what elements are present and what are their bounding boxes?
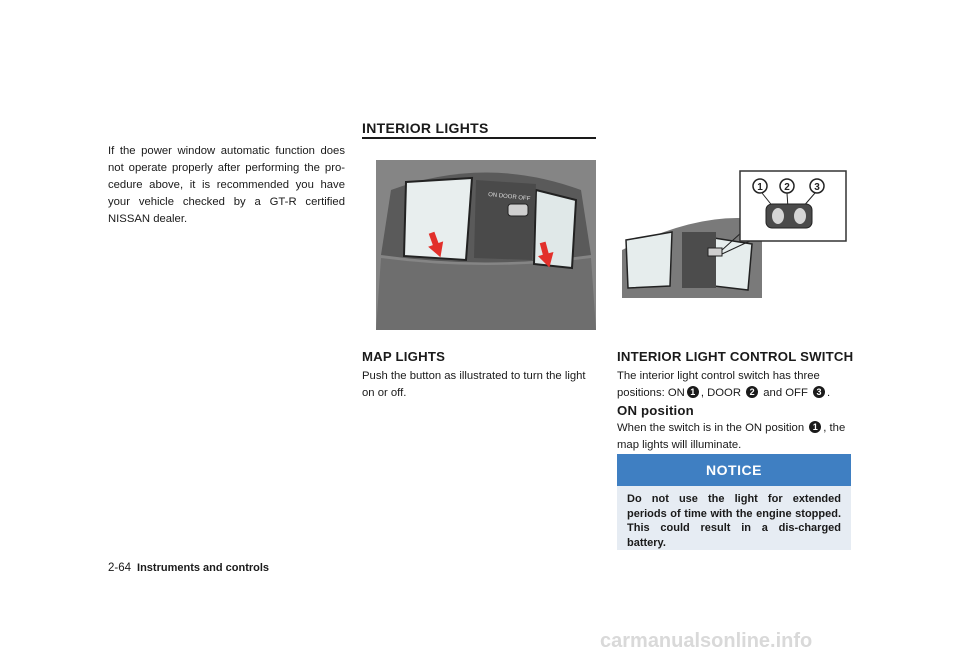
callout-1: 1 [757, 182, 763, 193]
map-lights-heading: MAP LIGHTS [362, 349, 446, 364]
control-switch-text-4: . [826, 387, 831, 399]
notice-text: Do not use the light for extended periods of time with the engine stopped. This could result in a dis-charged battery. [627, 493, 841, 549]
map-lights-text: Push the button as illustrated to turn the light on or off. [362, 370, 586, 399]
map-lights-figure [376, 160, 596, 330]
page-footer [108, 562, 269, 574]
switch-label-text: ON DOOR OFF [487, 192, 531, 203]
callout-3: 3 [814, 182, 820, 193]
on-position-text [617, 420, 853, 454]
control-switch-text-1: The interior light control switch has three positions: ON [617, 370, 820, 399]
on-position-text-2: , the map lights will illuminate. [617, 422, 846, 451]
control-switch-text [617, 368, 853, 402]
on-position-badge: 1 [809, 421, 821, 433]
control-switch-text-3: and OFF [763, 387, 808, 399]
notice-box [617, 454, 851, 550]
section-divider [362, 137, 596, 139]
page-number: 2-64 [108, 562, 132, 574]
position-1-badge: 1 [687, 386, 699, 398]
position-2-badge: 2 [746, 386, 758, 398]
callout-2: 2 [784, 182, 790, 193]
control-switch-text-2: , DOOR [700, 387, 741, 399]
footer-section-title: Instruments and controls [137, 562, 270, 574]
notice-heading: NOTICE [617, 454, 851, 486]
control-switch-heading: INTERIOR LIGHT CONTROL SWITCH [617, 349, 854, 364]
intro-paragraph: If the power window automatic function does not operate properly after performing the pro-cedure above, it is recommended you have your vehicle checked by a GT-R certified NISSAN dealer. [108, 145, 345, 225]
watermark: carmanualsonline.info [600, 630, 813, 652]
on-position-text-1: When the switch is in the ON position [617, 422, 805, 434]
section-title: INTERIOR LIGHTS [362, 120, 489, 136]
position-3-badge: 3 [813, 386, 825, 398]
control-switch-figure [622, 170, 848, 298]
on-position-heading: ON position [617, 403, 694, 418]
